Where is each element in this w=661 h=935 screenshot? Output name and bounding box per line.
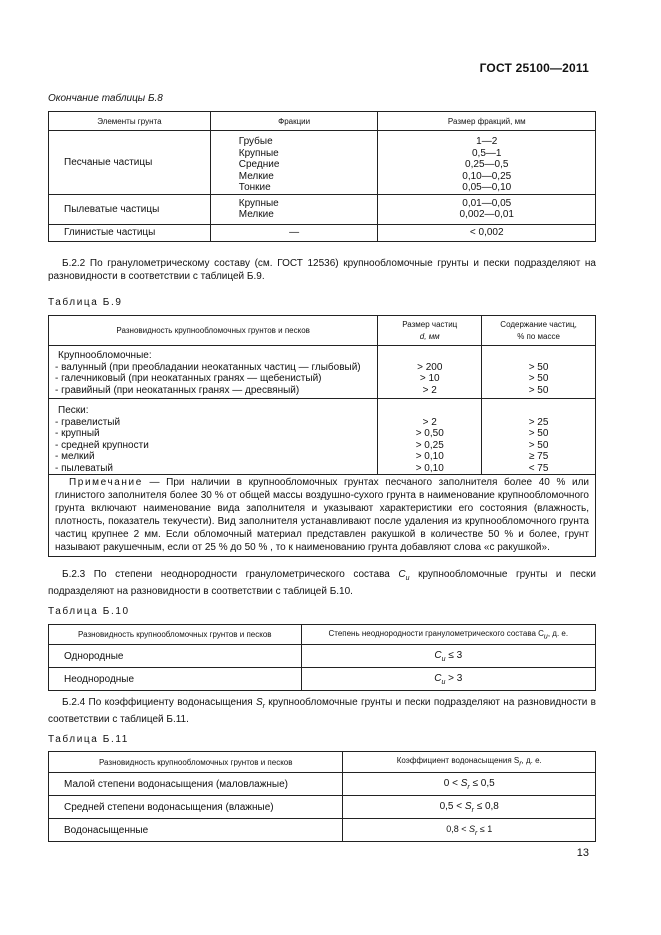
table9-size: > 0,10 <box>415 451 444 462</box>
table11-row-name: Водонасыщенные <box>49 819 343 842</box>
table11-row-rel: ≤ 0,5 <box>469 777 495 789</box>
table8-size: 0,10—0,25 <box>462 170 512 182</box>
table10-row-rel: ≤ 3 <box>445 649 463 661</box>
table9-content: ≥ 75 <box>528 451 549 462</box>
symbol-cu-sub: u <box>441 655 446 663</box>
table10-row-value <box>301 668 595 691</box>
table9-size: > 0,25 <box>415 439 444 451</box>
table9-size: > 0,10 <box>415 462 444 474</box>
table10-header-coef-text: Степень неоднородности гранулометрического состава C <box>328 628 544 638</box>
table9-header-content-line2: % по массе <box>517 331 560 341</box>
table8-element: Глинистые частицы <box>49 224 211 241</box>
table9-size <box>384 405 475 417</box>
table9-name: - гравийный (при неокатанных гранях — дресвяный) <box>55 384 300 396</box>
paragraph-b24 <box>48 696 596 726</box>
table9-content: > 50 <box>528 439 549 451</box>
symbol-sr: S <box>464 800 472 812</box>
table8-caption: Окончание таблицы Б.8 <box>48 93 163 104</box>
table8-sizes-cell <box>378 194 596 224</box>
table11-row-rel: ≤ 0,8 <box>473 800 499 812</box>
paragraph-b24-text-tail: крупнообломочные грунты и пески подразделяют на разновидности в соответствии с таблицей Б.11. <box>48 697 596 725</box>
table9-name: - средней крупности <box>55 439 149 451</box>
table9-content: < 75 <box>528 462 549 474</box>
table11-caption: Таблица Б.11 <box>48 734 129 745</box>
table9-content: > 50 <box>528 384 549 396</box>
table9-note-text: — При наличии в крупнообломочных грунтах песчаного заполнителя более 40 % или глинистого заполнителя более 30 % от общей массы воздушно-сухого грунта в наименование крупнообломочного грунта включают наименование вида заполнителя и указывают характеристики его состояния (влажность, плотность, показатель текучести). Вид заполнителя устанавливают после удаления из крупнообломочного грунта частиц крупнее 2 мм. Если обломочный материал представлен ракушкой в количестве 50 % и более, грунт называют ракушечным, если от 25 % до 50 % , то к наименованию грунта добавляют слова «с ракушкой». <box>55 477 589 553</box>
table9-group2-contents <box>482 399 596 475</box>
table9-header-content <box>482 316 596 346</box>
table9-group1-contents <box>482 346 596 399</box>
paragraph-b24-text: Б.2.4 По коэффициенту водонасыщения <box>62 697 256 708</box>
table9-content: > 50 <box>528 428 549 439</box>
table8-fraction: Грубые <box>238 136 273 147</box>
table10-row-rel: > 3 <box>445 672 463 684</box>
table10-header-coef <box>301 625 595 645</box>
symbol-sr: S <box>255 697 263 708</box>
table9-name: - валунный (при преобладании неокатанных частиц — глыбовый) <box>55 361 361 373</box>
table9-name: - гравелистый <box>55 416 121 428</box>
paragraph-b23-text: Б.2.3 По степени неоднородности гранулометрического состава <box>62 569 399 580</box>
page-number: 13 <box>576 847 589 859</box>
table10-row-value <box>301 645 595 668</box>
table-b10 <box>48 624 596 691</box>
table9-size: > 10 <box>419 373 440 384</box>
table8-size: 0,002—0,01 <box>459 209 514 220</box>
table11-header-coef-tail: , д. е. <box>521 756 542 766</box>
table8-size: 0,05—0,10 <box>462 182 512 193</box>
table9-name: - галечниковый (при неокатанных гранях — щебенистый) <box>55 373 322 384</box>
table11-header-kind: Разновидность крупнообломочных грунтов и песков <box>49 752 343 773</box>
table9-group1-sizes <box>378 346 482 399</box>
table10-row-name: Неоднородные <box>49 668 302 691</box>
table8-fraction: Средние <box>238 159 280 170</box>
symbol-cu: C <box>434 672 442 684</box>
table9-group1-names <box>49 346 378 399</box>
document-code: ГОСТ 25100—2011 <box>479 61 589 75</box>
table-b11 <box>48 751 596 842</box>
table9-size: > 2 <box>422 416 437 428</box>
table11-row-name: Малой степени водонасыщения (маловлажные) <box>49 773 343 796</box>
symbol-sr-sub: r <box>474 829 478 837</box>
table9-size: > 200 <box>417 361 443 373</box>
symbol-cu-sub: u <box>441 678 446 686</box>
table11-row-name: Средней степени водонасыщения (влажные) <box>49 796 343 819</box>
table9-content: > 50 <box>528 361 549 373</box>
table9-name: Крупнообломочные: <box>58 350 152 361</box>
table11-header-coef <box>343 752 596 773</box>
table10-row-name: Однородные <box>49 645 302 668</box>
table10-header-coef-tail: , д. е. <box>547 628 569 638</box>
table8-fraction: Мелкие <box>238 170 274 182</box>
table8-fraction: — <box>210 224 378 241</box>
table9-size <box>384 350 475 362</box>
table9-name: - мелкий <box>55 451 95 462</box>
table9-header-size-line1: Размер частиц <box>402 320 458 329</box>
table9-content <box>488 405 589 417</box>
table9-note <box>49 475 596 557</box>
table8-size: 0,01—0,05 <box>462 197 512 209</box>
symbol-cu-sub: u <box>405 575 410 582</box>
symbol-sr: S <box>468 823 475 834</box>
table-b9 <box>48 315 596 557</box>
table8-size: 0,25—0,5 <box>465 159 509 170</box>
table9-content: > 25 <box>528 416 549 428</box>
table8-fraction: Крупные <box>238 147 279 159</box>
table8-header-sizes: Размер фракций, мм <box>378 112 596 131</box>
table11-row-left: 0,5 < <box>439 800 465 812</box>
paragraph-b23 <box>48 568 596 598</box>
table8-header-elements: Элементы грунта <box>49 112 211 131</box>
table9-note-label: Примечание <box>69 477 143 488</box>
table9-header-size-line2: d, мм <box>419 331 440 341</box>
table10-header-coef-sub: u <box>543 633 548 641</box>
table11-row-left: 0,8 < <box>446 823 469 834</box>
table11-header-coef-text: Коэффициент водонасыщения S <box>396 756 520 766</box>
table8-fractions-cell <box>210 194 378 224</box>
table8-size: 1—2 <box>476 136 498 147</box>
table10-header-kind: Разновидность крупнообломочных грунтов и песков <box>49 625 302 645</box>
table9-group2-names <box>49 399 378 475</box>
table9-header-size <box>378 316 482 346</box>
table-b8 <box>48 111 596 242</box>
table11-row-value <box>343 819 596 842</box>
table9-name: - пылеватый <box>55 462 114 474</box>
table9-caption: Таблица Б.9 <box>48 297 123 308</box>
paragraph-b22 <box>48 257 596 283</box>
table9-group2-sizes <box>378 399 482 475</box>
table9-header-kind: Разновидность крупнообломочных грунтов и песков <box>49 316 378 346</box>
table9-size: > 0,50 <box>415 428 444 439</box>
table8-fraction: Тонкие <box>238 182 271 193</box>
table8-size: < 0,002 <box>378 224 596 241</box>
table8-header-fractions: Фракции <box>210 112 378 131</box>
symbol-sr-sub: r <box>471 806 474 814</box>
table11-row-left: 0 < <box>443 777 461 789</box>
symbol-cu: C <box>434 649 442 661</box>
table8-fraction: Крупные <box>238 197 279 209</box>
table9-content: > 50 <box>528 373 549 384</box>
table9-header-content-line1: Содержание частиц, <box>500 320 577 329</box>
table11-row-value <box>343 773 596 796</box>
table9-name: - крупный <box>55 428 100 439</box>
table8-size: 0,5—1 <box>472 147 502 159</box>
table8-sizes-cell <box>378 131 596 195</box>
table9-size: > 2 <box>422 384 437 396</box>
symbol-sr-sub: r <box>467 783 470 791</box>
table8-fraction: Мелкие <box>238 209 274 220</box>
paragraph-b22-text: Б.2.2 По гранулометрическому составу (см. ГОСТ 12536) крупнообломочные грунты и пески подразделяют на разновидности в соответствии с таблицей Б.9. <box>48 258 596 282</box>
table8-element: Песчаные частицы <box>49 131 211 195</box>
table8-element: Пылеватые частицы <box>49 194 211 224</box>
paragraph-b23-text-tail: крупнообломочные грунты и пески подразделяют на разновидности в соответствии с таблицей Б.10. <box>48 569 596 597</box>
symbol-sr-sub: r <box>262 703 265 710</box>
symbol-cu: C <box>398 569 406 580</box>
table8-fractions-cell <box>210 131 378 195</box>
table9-content <box>488 350 589 362</box>
table10-caption: Таблица Б.10 <box>48 606 130 617</box>
table11-row-rel: ≤ 1 <box>477 823 493 834</box>
table11-header-coef-sub: r <box>519 760 522 768</box>
symbol-sr: S <box>460 777 468 789</box>
table9-name: Пески: <box>58 405 89 416</box>
table11-row-value <box>343 796 596 819</box>
